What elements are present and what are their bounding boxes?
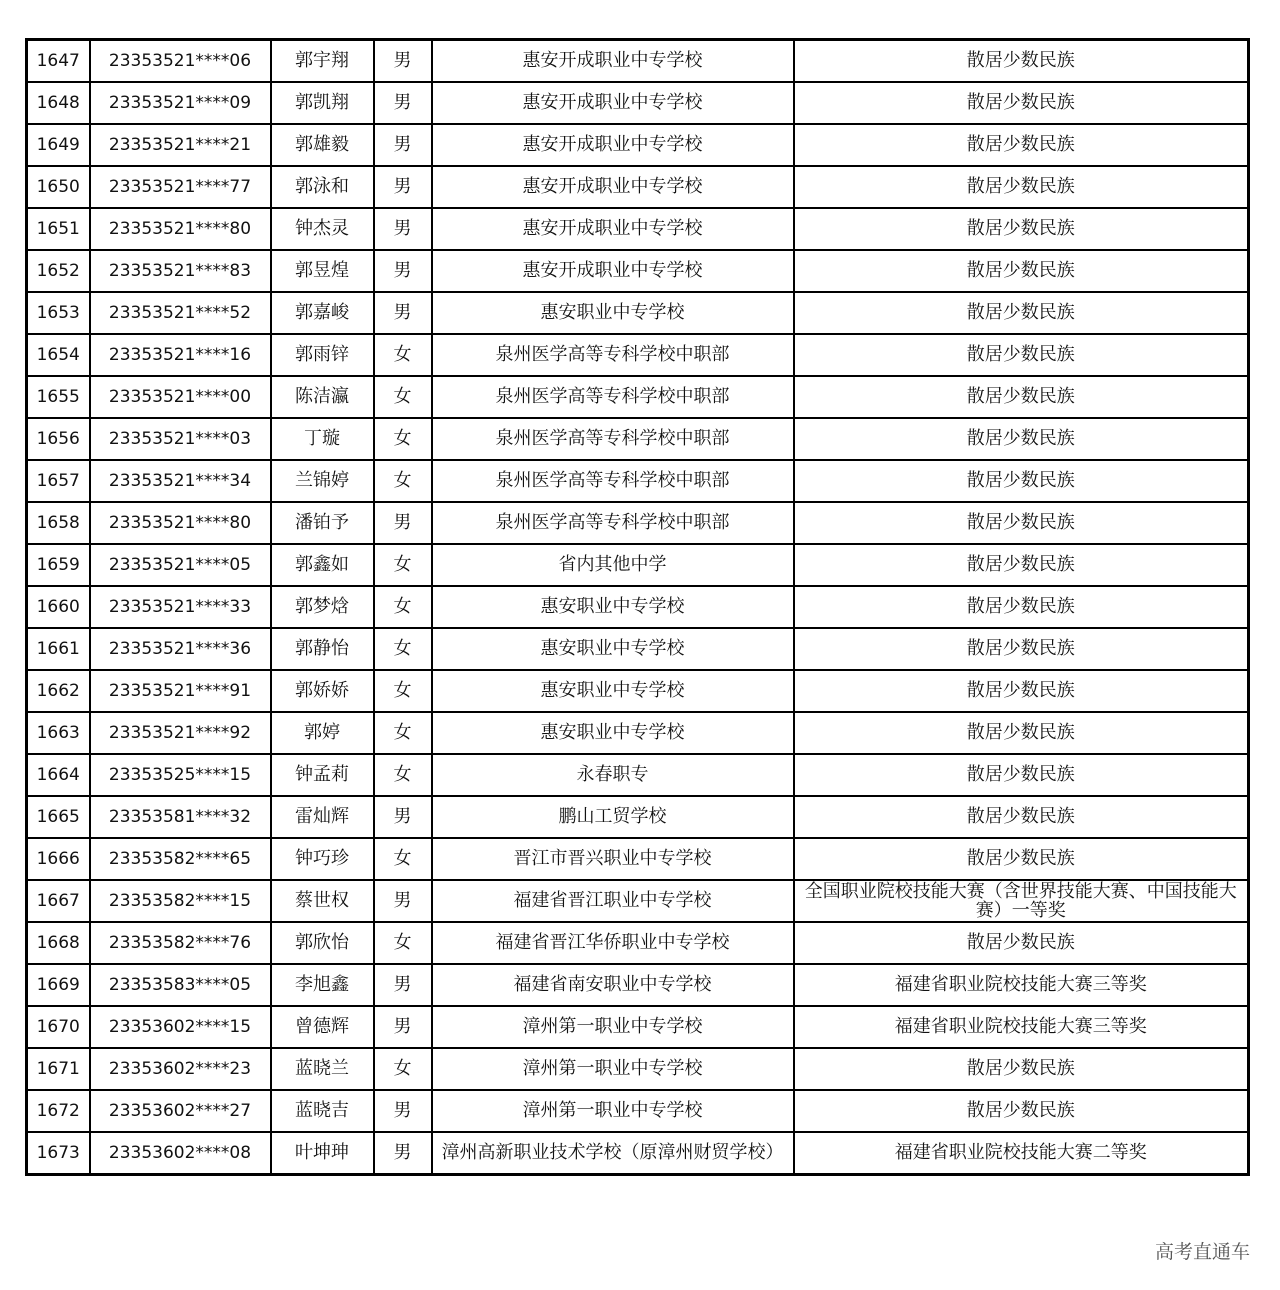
candidate-id-cell: 23353521****91: [90, 670, 271, 712]
row-number-cell: 1671: [27, 1048, 90, 1090]
school-cell: 惠安开成职业中专学校: [432, 208, 794, 250]
category-cell: 散居少数民族: [794, 1090, 1249, 1132]
candidate-id-cell: 23353521****92: [90, 712, 271, 754]
gender-cell: 女: [374, 922, 432, 964]
gender-cell: 女: [374, 586, 432, 628]
table-row: [27, 82, 1249, 124]
school-cell: 惠安职业中专学校: [432, 712, 794, 754]
candidate-id-cell: 23353521****05: [90, 544, 271, 586]
category-cell: 福建省职业院校技能大赛三等奖: [794, 964, 1249, 1006]
student-name-cell: 郭凯翔: [271, 82, 374, 124]
category-cell: 散居少数民族: [794, 376, 1249, 418]
gender-cell: 女: [374, 376, 432, 418]
candidate-id-cell: 23353582****65: [90, 838, 271, 880]
roster-table: [25, 38, 1250, 1176]
table-row: [27, 502, 1249, 544]
table-row: [27, 1132, 1249, 1175]
category-cell: 散居少数民族: [794, 124, 1249, 166]
candidate-id-cell: 23353521****80: [90, 502, 271, 544]
category-cell: 散居少数民族: [794, 628, 1249, 670]
table-row: [27, 376, 1249, 418]
candidate-id-cell: 23353521****80: [90, 208, 271, 250]
school-cell: 漳州第一职业中专学校: [432, 1090, 794, 1132]
candidate-id-cell: 23353602****23: [90, 1048, 271, 1090]
school-cell: 漳州高新职业技术学校（原漳州财贸学校）: [432, 1132, 794, 1175]
school-cell: 省内其他中学: [432, 544, 794, 586]
school-cell: 泉州医学高等专科学校中职部: [432, 502, 794, 544]
student-name-cell: 郭静怡: [271, 628, 374, 670]
student-name-cell: 曾德辉: [271, 1006, 374, 1048]
table-row: [27, 754, 1249, 796]
student-name-cell: 郭婷: [271, 712, 374, 754]
school-cell: 福建省南安职业中专学校: [432, 964, 794, 1006]
table-row: [27, 250, 1249, 292]
table-row: [27, 544, 1249, 586]
table-row: [27, 796, 1249, 838]
candidate-id-cell: 23353583****05: [90, 964, 271, 1006]
candidate-id-cell: 23353521****77: [90, 166, 271, 208]
student-name-cell: 陈洁瀛: [271, 376, 374, 418]
gender-cell: 女: [374, 838, 432, 880]
category-cell: 散居少数民族: [794, 208, 1249, 250]
school-cell: 漳州第一职业中专学校: [432, 1006, 794, 1048]
gender-cell: 男: [374, 1006, 432, 1048]
row-number-cell: 1670: [27, 1006, 90, 1048]
student-name-cell: 兰锦婷: [271, 460, 374, 502]
table-row: [27, 334, 1249, 376]
student-name-cell: 郭雨锌: [271, 334, 374, 376]
category-cell: 散居少数民族: [794, 544, 1249, 586]
category-cell: 散居少数民族: [794, 418, 1249, 460]
category-cell: 散居少数民族: [794, 460, 1249, 502]
school-cell: 泉州医学高等专科学校中职部: [432, 334, 794, 376]
candidate-id-cell: 23353581****32: [90, 796, 271, 838]
student-name-cell: 郭宇翔: [271, 40, 374, 83]
student-name-cell: 潘铂予: [271, 502, 374, 544]
student-name-cell: 钟孟莉: [271, 754, 374, 796]
school-cell: 惠安开成职业中专学校: [432, 250, 794, 292]
row-number-cell: 1669: [27, 964, 90, 1006]
student-name-cell: 丁璇: [271, 418, 374, 460]
school-cell: 惠安职业中专学校: [432, 670, 794, 712]
row-number-cell: 1657: [27, 460, 90, 502]
student-name-cell: 郭昱煌: [271, 250, 374, 292]
student-name-cell: 郭泳和: [271, 166, 374, 208]
gender-cell: 女: [374, 712, 432, 754]
candidate-id-cell: 23353521****21: [90, 124, 271, 166]
gender-cell: 女: [374, 628, 432, 670]
gender-cell: 男: [374, 964, 432, 1006]
category-cell: 散居少数民族: [794, 796, 1249, 838]
student-name-cell: 钟巧珍: [271, 838, 374, 880]
row-number-cell: 1673: [27, 1132, 90, 1175]
school-cell: 惠安开成职业中专学校: [432, 40, 794, 83]
school-cell: 晋江市晋兴职业中专学校: [432, 838, 794, 880]
candidate-id-cell: 23353521****36: [90, 628, 271, 670]
student-name-cell: 郭梦焓: [271, 586, 374, 628]
gender-cell: 女: [374, 418, 432, 460]
school-cell: 惠安职业中专学校: [432, 292, 794, 334]
category-cell: 散居少数民族: [794, 1048, 1249, 1090]
table-row: [27, 418, 1249, 460]
row-number-cell: 1648: [27, 82, 90, 124]
student-name-cell: 叶坤珅: [271, 1132, 374, 1175]
gender-cell: 女: [374, 334, 432, 376]
category-cell: 散居少数民族: [794, 334, 1249, 376]
category-cell: 散居少数民族: [794, 502, 1249, 544]
school-cell: 泉州医学高等专科学校中职部: [432, 460, 794, 502]
row-number-cell: 1665: [27, 796, 90, 838]
category-cell: 散居少数民族: [794, 754, 1249, 796]
category-cell: 散居少数民族: [794, 586, 1249, 628]
table-row: [27, 670, 1249, 712]
school-cell: 惠安职业中专学校: [432, 586, 794, 628]
category-cell: 福建省职业院校技能大赛三等奖: [794, 1006, 1249, 1048]
table-row: [27, 460, 1249, 502]
row-number-cell: 1659: [27, 544, 90, 586]
candidate-id-cell: 23353521****34: [90, 460, 271, 502]
row-number-cell: 1650: [27, 166, 90, 208]
table-row: [27, 166, 1249, 208]
category-cell: 散居少数民族: [794, 250, 1249, 292]
candidate-id-cell: 23353521****03: [90, 418, 271, 460]
table-row: [27, 124, 1249, 166]
table-row: [27, 628, 1249, 670]
watermark-text: 高考直通车: [1154, 1241, 1250, 1263]
school-cell: 鹏山工贸学校: [432, 796, 794, 838]
category-cell: 全国职业院校技能大赛（含世界技能大赛、中国技能大赛）一等奖: [794, 880, 1249, 922]
roster-body: [27, 40, 1249, 1175]
gender-cell: 男: [374, 166, 432, 208]
table-row: [27, 1048, 1249, 1090]
category-cell: 散居少数民族: [794, 670, 1249, 712]
category-cell: 散居少数民族: [794, 712, 1249, 754]
student-name-cell: 蓝晓吉: [271, 1090, 374, 1132]
school-cell: 惠安开成职业中专学校: [432, 166, 794, 208]
gender-cell: 男: [374, 1132, 432, 1175]
table-row: [27, 292, 1249, 334]
gender-cell: 男: [374, 1090, 432, 1132]
table-row: [27, 586, 1249, 628]
candidate-id-cell: 23353602****15: [90, 1006, 271, 1048]
candidate-id-cell: 23353525****15: [90, 754, 271, 796]
row-number-cell: 1672: [27, 1090, 90, 1132]
candidate-id-cell: 23353521****09: [90, 82, 271, 124]
gender-cell: 女: [374, 754, 432, 796]
gender-cell: 女: [374, 670, 432, 712]
school-cell: 福建省晋江职业中专学校: [432, 880, 794, 922]
candidate-id-cell: 23353521****00: [90, 376, 271, 418]
table-row: [27, 922, 1249, 964]
table-row: [27, 880, 1249, 922]
candidate-id-cell: 23353582****15: [90, 880, 271, 922]
category-cell: 福建省职业院校技能大赛二等奖: [794, 1132, 1249, 1175]
school-cell: 福建省晋江华侨职业中专学校: [432, 922, 794, 964]
gender-cell: 女: [374, 460, 432, 502]
table-row: [27, 1090, 1249, 1132]
row-number-cell: 1652: [27, 250, 90, 292]
student-name-cell: 郭鑫如: [271, 544, 374, 586]
table-row: [27, 40, 1249, 83]
student-name-cell: 郭雄毅: [271, 124, 374, 166]
row-number-cell: 1656: [27, 418, 90, 460]
row-number-cell: 1660: [27, 586, 90, 628]
gender-cell: 男: [374, 502, 432, 544]
candidate-id-cell: 23353521****83: [90, 250, 271, 292]
category-cell: 散居少数民族: [794, 922, 1249, 964]
candidate-id-cell: 23353521****52: [90, 292, 271, 334]
table-row: [27, 964, 1249, 1006]
student-name-cell: 李旭鑫: [271, 964, 374, 1006]
school-cell: 永春职专: [432, 754, 794, 796]
row-number-cell: 1654: [27, 334, 90, 376]
student-name-cell: 雷灿辉: [271, 796, 374, 838]
gender-cell: 男: [374, 208, 432, 250]
row-number-cell: 1666: [27, 838, 90, 880]
gender-cell: 男: [374, 82, 432, 124]
table-row: [27, 712, 1249, 754]
school-cell: 泉州医学高等专科学校中职部: [432, 418, 794, 460]
student-name-cell: 蓝晓兰: [271, 1048, 374, 1090]
gender-cell: 男: [374, 880, 432, 922]
gender-cell: 男: [374, 40, 432, 83]
student-name-cell: 郭嘉峻: [271, 292, 374, 334]
gender-cell: 女: [374, 544, 432, 586]
row-number-cell: 1651: [27, 208, 90, 250]
student-name-cell: 钟杰灵: [271, 208, 374, 250]
table-row: [27, 838, 1249, 880]
school-cell: 惠安开成职业中专学校: [432, 124, 794, 166]
student-name-cell: 郭娇娇: [271, 670, 374, 712]
table-row: [27, 1006, 1249, 1048]
candidate-id-cell: 23353602****08: [90, 1132, 271, 1175]
category-cell: 散居少数民族: [794, 40, 1249, 83]
candidate-id-cell: 23353582****76: [90, 922, 271, 964]
student-name-cell: 蔡世权: [271, 880, 374, 922]
gender-cell: 女: [374, 1048, 432, 1090]
category-cell: 散居少数民族: [794, 838, 1249, 880]
row-number-cell: 1662: [27, 670, 90, 712]
category-cell: 散居少数民族: [794, 166, 1249, 208]
gender-cell: 男: [374, 124, 432, 166]
gender-cell: 男: [374, 292, 432, 334]
table-row: [27, 208, 1249, 250]
category-cell: 散居少数民族: [794, 292, 1249, 334]
row-number-cell: 1667: [27, 880, 90, 922]
school-cell: 泉州医学高等专科学校中职部: [432, 376, 794, 418]
row-number-cell: 1649: [27, 124, 90, 166]
row-number-cell: 1653: [27, 292, 90, 334]
school-cell: 惠安开成职业中专学校: [432, 82, 794, 124]
candidate-id-cell: 23353521****06: [90, 40, 271, 83]
row-number-cell: 1647: [27, 40, 90, 83]
row-number-cell: 1658: [27, 502, 90, 544]
row-number-cell: 1663: [27, 712, 90, 754]
row-number-cell: 1668: [27, 922, 90, 964]
gender-cell: 男: [374, 250, 432, 292]
candidate-id-cell: 23353521****33: [90, 586, 271, 628]
gender-cell: 男: [374, 796, 432, 838]
row-number-cell: 1661: [27, 628, 90, 670]
category-cell: 散居少数民族: [794, 82, 1249, 124]
school-cell: 惠安职业中专学校: [432, 628, 794, 670]
school-cell: 漳州第一职业中专学校: [432, 1048, 794, 1090]
student-name-cell: 郭欣怡: [271, 922, 374, 964]
candidate-id-cell: 23353521****16: [90, 334, 271, 376]
candidate-id-cell: 23353602****27: [90, 1090, 271, 1132]
row-number-cell: 1664: [27, 754, 90, 796]
row-number-cell: 1655: [27, 376, 90, 418]
